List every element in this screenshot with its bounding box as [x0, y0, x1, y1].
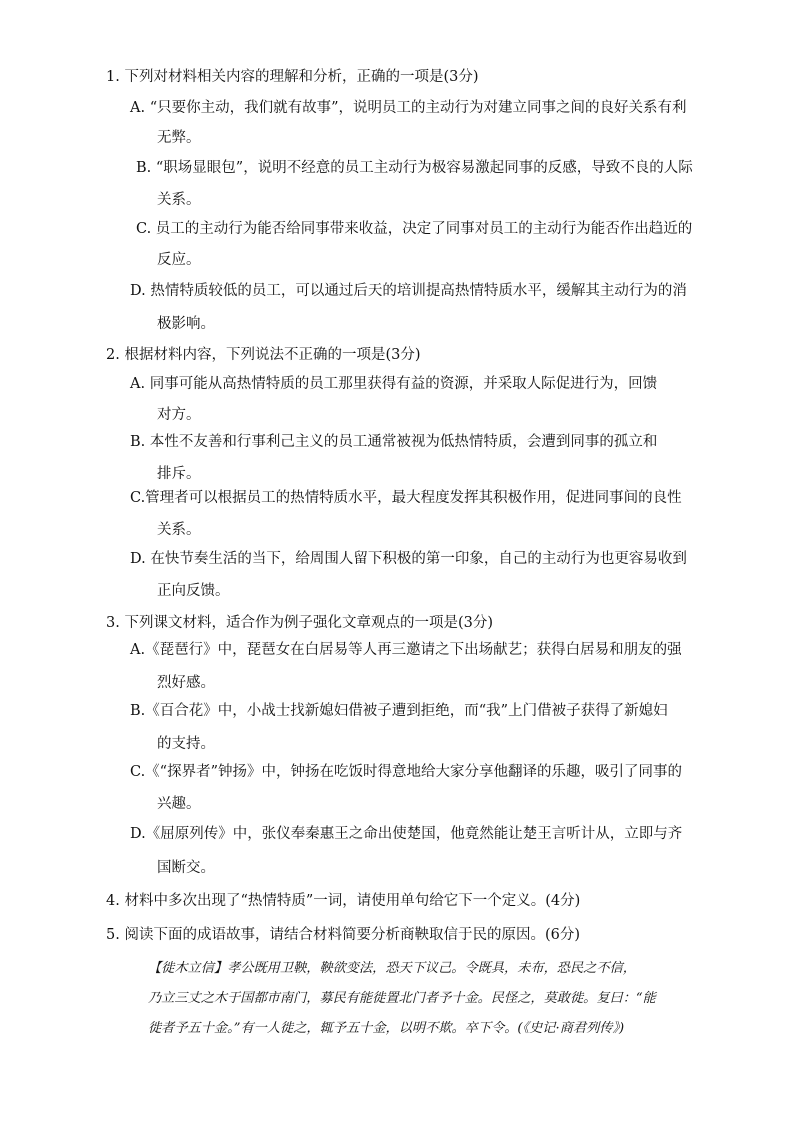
question-4-stem: 4. 材料中多次出现了“热情特质”一词，请使用单句给它下一个定义。(4分) [106, 893, 581, 909]
question-5-passage-line-1: 【徙木立信】孝公既用卫鞅，鞅欲变法，恐天下议己。令既具，未布，恐民之不信， [148, 961, 636, 976]
question-1-option-b: B. “职场显眼包”，说明不经意的员工主动行为极容易激起同事的反感，导致不良的人际 [136, 160, 693, 176]
question-1-option-a: A. “只要你主动，我们就有故事”，说明员工的主动行为对建立同事之间的良好关系有利 [130, 100, 687, 116]
question-3-option-b-cont: 的支持。 [157, 736, 215, 752]
question-2-option-d: D. 在快节奏生活的当下，给周围人留下积极的第一印象，自己的主动行为也更容易收到 [130, 551, 687, 567]
question-3-option-d-cont: 国断交。 [157, 860, 215, 876]
question-1-stem: 1. 下列对材料相关内容的理解和分析，正确的一项是(3分) [106, 69, 479, 85]
question-5-passage-line-3: 徙者予五十金。”有一人徙之，辄予五十金，以明不欺。卒下令。(《史记·商君列传》) [148, 1021, 625, 1036]
question-5-stem: 5. 阅读下面的成语故事，请结合材料简要分析商鞅取信于民的原因。(6分) [106, 927, 580, 943]
question-3-option-c-cont: 兴趣。 [157, 796, 201, 812]
question-2-option-a-cont: 对方。 [157, 407, 201, 423]
question-1-option-b-cont: 关系。 [157, 192, 201, 208]
question-1-option-c-cont: 反应。 [157, 252, 201, 268]
question-1-option-c: C. 员工的主动行为能否给同事带来收益，决定了同事对员工的主动行为能否作出趋近的 [136, 221, 693, 237]
question-2-option-b: B. 本性不友善和行事利己主义的员工通常被视为低热情特质，会遭到同事的孤立和 [130, 434, 658, 450]
question-2-option-a: A. 同事可能从高热情特质的员工那里获得有益的资源，并采取人际促进行为，回馈 [130, 376, 658, 392]
question-1-option-d-cont: 极影响。 [157, 316, 215, 332]
question-2-option-d-cont: 正向反馈。 [157, 583, 230, 599]
question-3-option-d: D.《屈原列传》中，张仪奉秦惠王之命出使楚国，他竟然能让楚王言听计从，立即与齐 [130, 826, 683, 842]
question-3-option-a-cont: 烈好感。 [157, 675, 215, 691]
question-3-option-a: A.《琵琶行》中，琵琶女在白居易等人再三邀请之下出场献艺；获得白居易和朋友的强 [130, 642, 682, 658]
question-2-stem: 2. 根据材料内容，下列说法不正确的一项是(3分) [106, 347, 421, 363]
question-1-option-d: D. 热情特质较低的员工，可以通过后天的培训提高热情特质水平，缓解其主动行为的消 [130, 283, 687, 299]
question-1-option-a-cont: 无弊。 [157, 130, 201, 146]
question-5-passage-line-2: 乃立三丈之木于国都市南门，募民有能徙置北门者予十金。民怪之，莫敢徙。复曰：“能 [148, 991, 656, 1006]
question-2-option-c-cont: 关系。 [157, 522, 201, 538]
question-2-option-b-cont: 排斥。 [157, 466, 201, 482]
question-3-option-c: C.《“探界者”钟扬》中，钟扬在吃饭时得意地给大家分享他翻译的乐趣，吸引了同事的 [130, 764, 683, 780]
question-2-option-c: C.管理者可以根据员工的热情特质水平，最大程度发挥其积极作用，促进同事间的良性 [130, 490, 682, 506]
question-3-option-b: B.《百合花》中，小战士找新媳妇借被子遭到拒绝，而“我”上门借被子获得了新媳妇 [130, 703, 668, 719]
question-3-stem: 3. 下列课文材料，适合作为例子强化文章观点的一项是(3分) [106, 615, 493, 631]
